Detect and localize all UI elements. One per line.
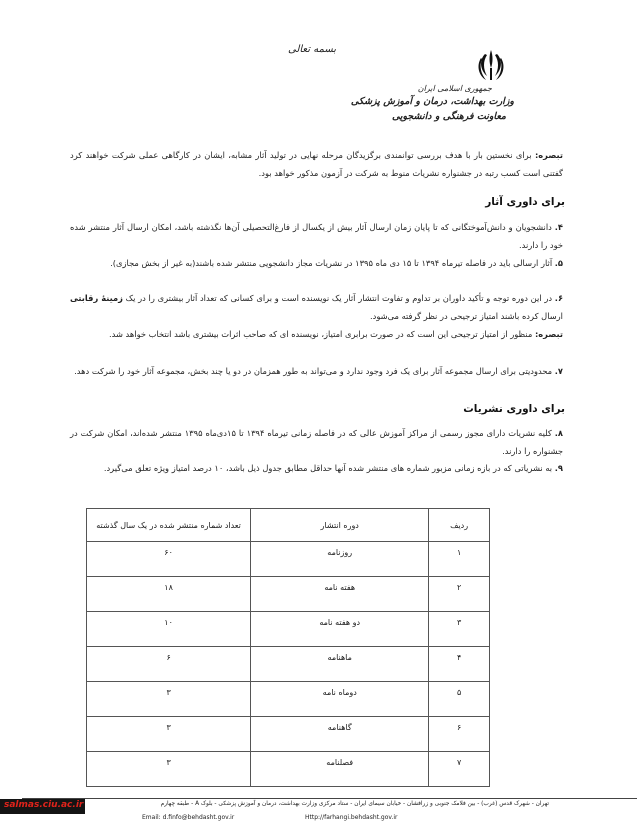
item-number: ۵.	[554, 258, 563, 268]
list-item	[70, 424, 563, 460]
header-country: جمهوری اسلامی ایران	[417, 84, 492, 93]
item-number: ۷.	[554, 366, 563, 376]
item-number: ۹.	[554, 463, 563, 473]
iran-emblem-icon	[474, 48, 508, 84]
footer-divider	[22, 798, 637, 799]
cell-row-number: ۵	[429, 682, 490, 717]
list-item	[70, 459, 563, 477]
publication-frequency-table	[86, 508, 490, 787]
watermark-text: salmas.ciu.ac.ir	[4, 800, 84, 810]
cell-count: ۱۰	[87, 612, 251, 647]
cell-period: دوماه نامه	[251, 682, 429, 717]
cell-count: ۶	[87, 647, 251, 682]
cell-row-number: ۴	[429, 647, 490, 682]
item-text: کلیه نشریات دارای مجوز رسمی از مراکز آموزش عالی که در فاصله زمانی تیرماه ۱۳۹۴ تا ۱۵دی‌ماه ۱۳۹۵ منتشر شده‌اند، امکان شرکت در جشنواره را دارند.	[70, 428, 563, 456]
cell-period: ماهنامه	[251, 647, 429, 682]
table-row	[87, 647, 490, 682]
cell-count: ۱۸	[87, 577, 251, 612]
table-header-row	[87, 509, 490, 542]
cell-row-number: ۷	[429, 752, 490, 787]
item-text: محدودیتی برای ارسال مجموعه آثار برای یک فرد وجود ندارد و می‌تواند به طور همزمان در دو یا چند بخش، مجموعه آثار خود را شرکت دهد.	[74, 366, 553, 376]
item-text: در این دوره توجه و تأکید داوران بر تداوم و تفاوت انتشار آثار یک نویسنده است و برای کسانی که تعداد آثار بیشتری را در یک	[125, 293, 553, 303]
works-note	[70, 325, 563, 343]
watermark-badge	[0, 799, 85, 814]
item-text: دانشجویان و دانش‌آموختگانی که تا پایان زمان ارسال آثار بیش از یکسال از فارغ‌التحصیلی آن‌ها نگذشته باشد، امکان ارسال آثار منتشر شده خود را دارند.	[70, 222, 563, 250]
works-note-text: منظور از امتیاز ترجیحی این است که در صورت برابری امتیاز، نویسنده ای که صاحب اثرات بیشتری باشد انتخاب خواهد شد.	[108, 329, 533, 339]
table-row	[87, 577, 490, 612]
list-item	[70, 254, 563, 272]
item-text: به نشریاتی که در بازه زمانی مزبور شماره های منتشر شده آنها حداقل مطابق جدول ذیل باشد، ۱۰ درصد امتیاز ویژه تعلق می‌گیرد.	[103, 463, 553, 473]
intro-note-text: برای نخستین بار با هدف بررسی توانمندی برگزیدگان مرحله نهایی در تولید آثار مشابه، ایشان در کارگاهی عملی شرکت خواهند کرد گفتنی است کسب رتبه در جشنواره نشریات منوط به شرکت در آزمون مذکور خواهد بود.	[70, 150, 563, 178]
table-row	[87, 542, 490, 577]
list-item	[70, 289, 563, 325]
cell-row-number: ۱	[429, 542, 490, 577]
cell-period: فصلنامه	[251, 752, 429, 787]
cell-count: ۳	[87, 682, 251, 717]
item-text: آثار ارسالی باید در فاصله تیرماه ۱۳۹۴ تا ۱۵ دی ماه ۱۳۹۵ در نشریات مجاز دانشجویی منتشر شده باشند(به غیر از بخش مجازی).	[110, 258, 553, 268]
item-number: ۴.	[554, 222, 563, 232]
item-text: ارسال کرده باشند امتیاز ترجیحی در نظر گرفته می‌شود.	[370, 311, 563, 321]
cell-period: هفته نامه	[251, 577, 429, 612]
cell-period: دو هفته نامه	[251, 612, 429, 647]
item-emphasis: زمینۀ رقابتی	[70, 293, 123, 303]
cell-period: روزنامه	[251, 542, 429, 577]
table-row	[87, 717, 490, 752]
cell-row-number: ۳	[429, 612, 490, 647]
table-row	[87, 682, 490, 717]
cell-row-number: ۶	[429, 717, 490, 752]
works-note-label: تبصره:	[534, 329, 563, 339]
basmala: بسمه تعالی	[288, 44, 337, 55]
list-item	[70, 362, 563, 380]
cell-count: ۶۰	[87, 542, 251, 577]
intro-note-label: تبصره:	[534, 150, 563, 160]
item-number: ۸.	[554, 428, 563, 438]
table-row	[87, 612, 490, 647]
header-cell-row-number: ردیف	[429, 509, 490, 542]
cell-period: گاهنامه	[251, 717, 429, 752]
section-title-pubs: برای داوری نشریات	[463, 403, 565, 415]
cell-count: ۳	[87, 752, 251, 787]
header-ministry: وزارت بهداشت، درمان و آموزش پزشکی	[350, 96, 514, 107]
table-row	[87, 752, 490, 787]
footer-email-link[interactable]: Email: d.finfo@behdasht.gov.ir	[142, 814, 235, 821]
list-item	[70, 218, 563, 254]
header-cell-period: دوره انتشار	[251, 509, 429, 542]
item-number: ۶.	[554, 293, 564, 303]
footer-address: تهران - شهرک قدس (غرب) - بین فلامک جنوبی و زرافشان - خیابان سیمای ایران - ستاد مرکزی وزارت بهداشت، درمان و آموزش پزشکی - بلوک A - طبقه چهارم	[160, 801, 549, 807]
header-cell-count: تعداد شماره منتشر شده در یک سال گذشته	[87, 509, 251, 542]
cell-row-number: ۲	[429, 577, 490, 612]
header-deputy: معاونت فرهنگی و دانشجویی	[391, 111, 506, 122]
cell-count: ۳	[87, 717, 251, 752]
section-title-works: برای داوری آثار	[485, 196, 565, 208]
footer-website-link[interactable]: Http://farhangi.behdasht.gov.ir	[305, 814, 398, 821]
intro-note	[70, 146, 563, 182]
